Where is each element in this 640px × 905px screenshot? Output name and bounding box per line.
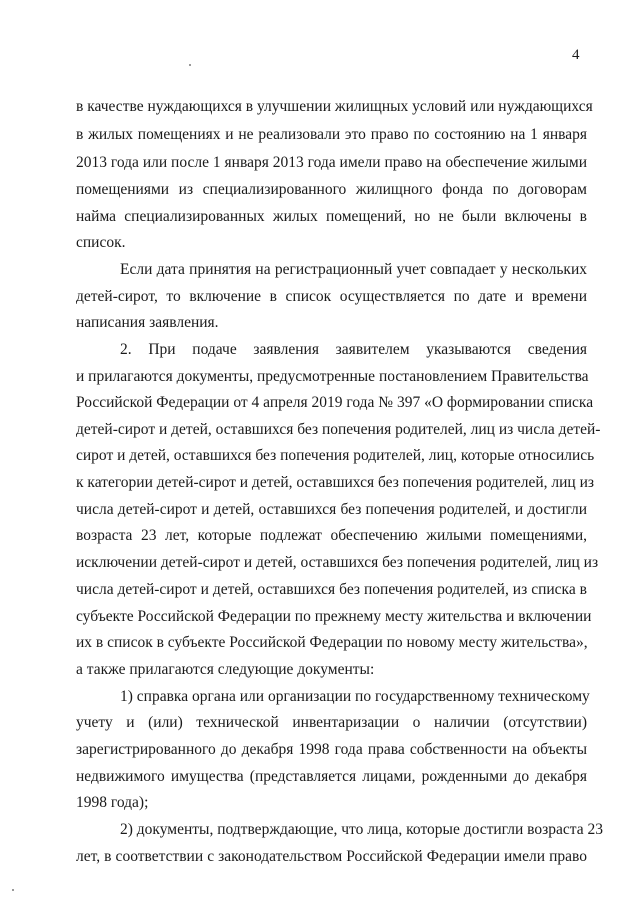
text-line: помещениями из специализированного жилищного фонда по договорам: [76, 181, 587, 198]
text-line: написания заявления.: [76, 314, 219, 331]
text-line: 1) справка органа или организации по государственному техническому: [120, 688, 590, 705]
scan-speck: [12, 889, 14, 891]
text-line: а также прилагаются следующие документы:: [76, 661, 375, 678]
text-line: и прилагаются документы, предусмотренные постановлением Правительства: [76, 368, 589, 385]
text-line: числа детей-сирот и детей, оставшихся без попечения родителей, из списка в: [76, 581, 587, 598]
text-line: найма специализированных жилых помещений, но не были включены в: [76, 208, 587, 225]
text-line: к категории детей-сирот и детей, оставшихся без попечения родителей, лиц из: [76, 474, 595, 491]
text-line: 1998 года);: [76, 794, 149, 811]
text-line: детей-сирот и детей, оставшихся без попечения родителей, лиц из числа детей-: [76, 421, 601, 438]
text-line: в жилых помещениях и не реализовали это право по состоянию на 1 января: [76, 126, 587, 143]
text-line: лет, в соответствии с законодательством Российской Федерации имели право: [76, 848, 587, 865]
text-line: возраста 23 лет, которые подлежат обеспечению жилыми помещениями,: [76, 527, 587, 544]
text-line: 2013 года или после 1 января 2013 года имели право на обеспечение жилыми: [76, 154, 587, 171]
page-number: 4: [572, 47, 580, 63]
text-line: учету и (или) технической инвентаризации о наличии (отсутствии): [76, 714, 587, 731]
text-line: исключении детей-сирот и детей, оставшихся без попечения родителей, лиц из: [76, 554, 599, 571]
text-line: Если дата принятия на регистрационный учет совпадает у нескольких: [120, 261, 587, 278]
text-line: субъекте Российской Федерации по прежнему месту жительства и включении: [76, 608, 592, 625]
text-line: Российской Федерации от 4 апреля 2019 года № 397 «О формировании списка: [76, 394, 594, 411]
text-line: детей-сирот, то включение в список осуществляется по дате и времени: [76, 288, 587, 305]
text-line: список.: [76, 234, 126, 251]
text-line: зарегистрированного до декабря 1998 года права собственности на объекты: [76, 741, 587, 758]
text-line: недвижимого имущества (представляется лицами, рожденными до декабря: [76, 768, 587, 785]
text-line: 2) документы, подтверждающие, что лица, которые достигли возраста 23: [120, 821, 603, 838]
text-line: их в список в субъекте Российской Федерации по новому месту жительства»,: [76, 634, 588, 651]
text-line: сирот и детей, оставшихся без попечения родителей, лиц, которые относились: [76, 447, 595, 464]
text-line: 2. При подаче заявления заявителем указываются сведения: [120, 341, 587, 358]
text-line: числа детей-сирот и детей, оставшихся без попечения родителей, и достигли: [76, 501, 587, 518]
text-line: в качестве нуждающихся в улучшении жилищных условий или нуждающихся: [76, 98, 593, 115]
scan-speck: [189, 64, 191, 66]
